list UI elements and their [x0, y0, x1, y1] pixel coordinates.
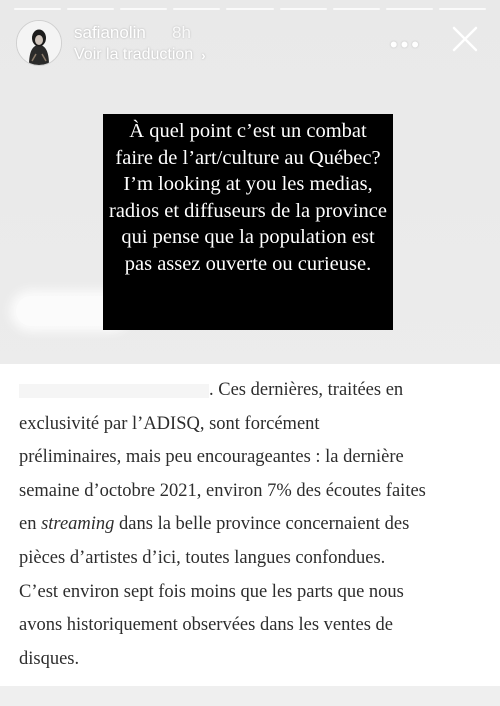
- post-time: 8h: [172, 23, 191, 42]
- article-line: avons historiquement observées dans les ventes de: [19, 615, 394, 636]
- translate-label: Voir la traduction: [74, 46, 194, 63]
- progress-segment: [67, 8, 114, 10]
- username[interactable]: safianolin: [74, 23, 146, 42]
- progress-segment: [280, 8, 327, 10]
- progress-segment: [439, 8, 486, 10]
- chevron-right-icon: ›: [201, 47, 206, 63]
- article-text: [19, 374, 487, 676]
- article-line: semaine d’octobre 2021, environ 7% des écoutes faites: [19, 480, 426, 501]
- article-line: disques.: [19, 648, 80, 669]
- progress-segment: [386, 8, 433, 10]
- profile-avatar[interactable]: [16, 20, 62, 66]
- see-translation-link[interactable]: [74, 46, 206, 64]
- progress-segment: [14, 8, 61, 10]
- redacted-text: [19, 384, 209, 398]
- progress-segment: [226, 8, 273, 10]
- emphasis-streaming: streaming: [41, 514, 115, 535]
- article-line: préliminaires, mais peu encourageantes : la dernière: [19, 447, 404, 468]
- close-icon[interactable]: [448, 22, 482, 56]
- progress-segment: [120, 8, 167, 10]
- article-line: en streaming dans la belle province concernaient des: [19, 514, 410, 535]
- progress-segment: [173, 8, 220, 10]
- story-header: [16, 20, 484, 76]
- article-line: pièces d’artistes d’ici, toutes langues confondues.: [19, 547, 386, 568]
- article-screenshot: [0, 364, 500, 686]
- story-progress-bar: [14, 8, 486, 10]
- article-line: C’est environ sept fois moins que les parts que nous: [19, 581, 404, 602]
- story-text-box: À quel point c’est un combat faire de l’art/culture au Québec? I’m looking at you les medias, radios et diffuseurs de la province qui pense que la population est pas assez ouverte ou curieuse.: [103, 114, 393, 330]
- more-options-icon[interactable]: •••: [389, 32, 422, 57]
- progress-segment: [333, 8, 380, 10]
- article-line: exclusivité par l’ADISQ, sont forcément: [19, 413, 320, 434]
- article-line: . Ces dernières, traitées en: [19, 374, 487, 408]
